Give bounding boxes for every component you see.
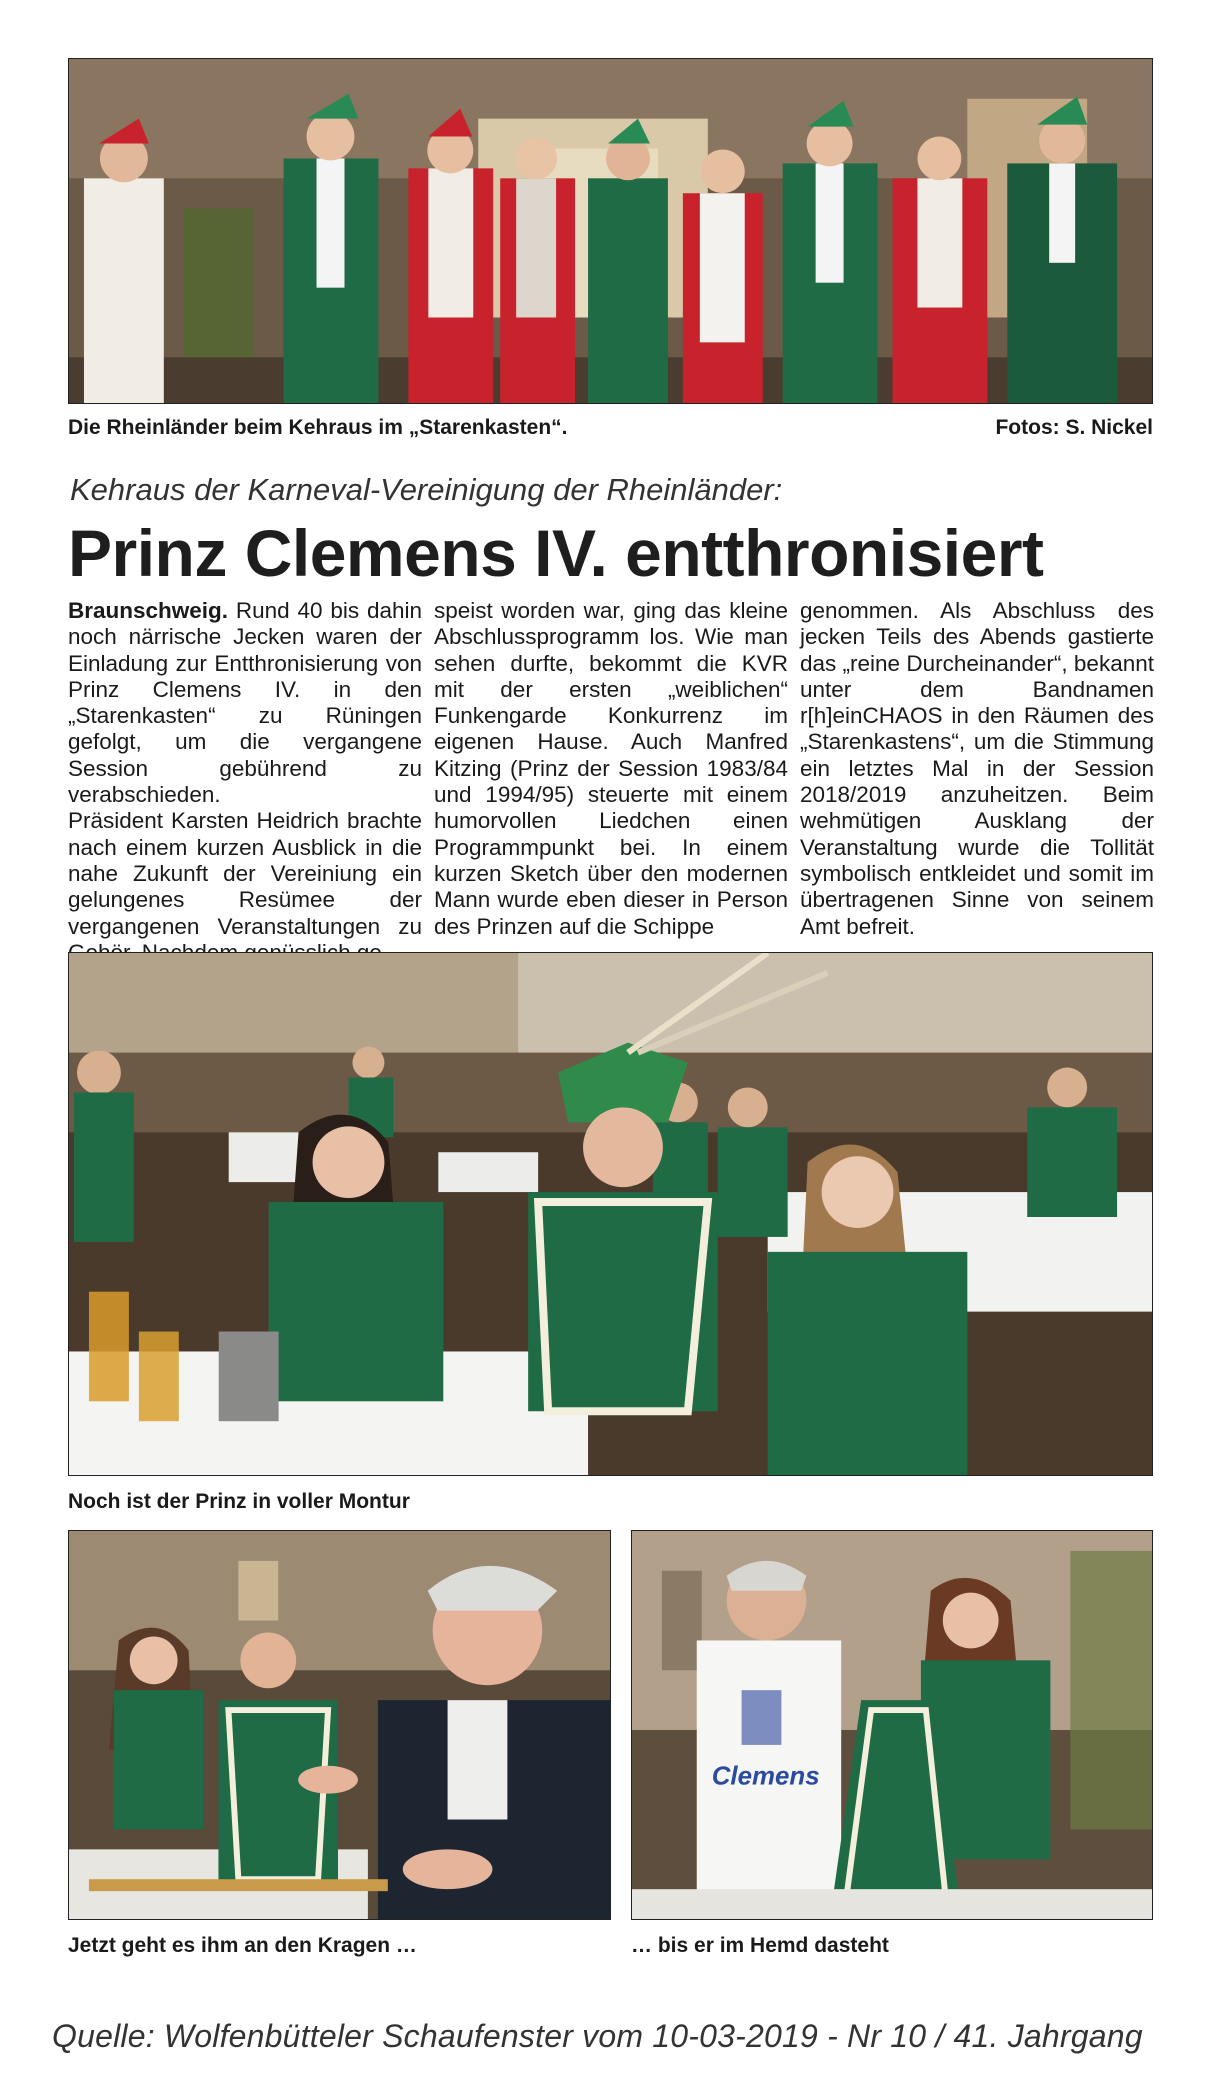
source-line: Quelle: Wolfenbütteler Schaufenster vom 10-03-2019 - Nr 10 / 41. Jahrgang: [52, 2018, 1143, 2054]
bottom-right-caption: … bis er im Hemd dasteht: [631, 1934, 889, 1957]
article-headline: Prinz Clemens IV. entthronisiert: [68, 516, 1044, 590]
shirt-print-text: Clemens: [711, 1762, 820, 1791]
paragraph-2: Präsident Karsten Heidrich brachte nach einem kurzen Ausblick in die nahe Zukunft der Vereiniung ein gelungenes Resümee der vergangenen Veranstaltungen zu: [68, 808, 422, 939]
article-column-1: [68, 598, 422, 966]
article-column-3: [800, 598, 1154, 940]
group-photo-graphic: [69, 59, 1152, 403]
paragraph-3: speist worden war, ging das kleine Abschlussprogramm los. Wie man sehen durfte, bekommt die KVR mit der ersten „weiblichen“ Funkengarde Konkurrenz im eigenen Hause. Auch Manfred Kitzing (Prinz der Session 1983/84 und 1994/95) steuerte mit einem humorvollen Liedchen einen Programmpunkt bei. In einem kurzen Sketch über den modernen Mann wurde eben dieser in Person des Prinzen auf die Schippe: [434, 598, 788, 939]
photo-prince-at-table: [68, 952, 1153, 1476]
in-shirt-photo-graphic: [632, 1531, 1152, 1919]
bottom-left-caption: Jetzt geht es ihm an den Kragen …: [68, 1934, 417, 1957]
article-column-2: [434, 598, 788, 940]
paragraph-1: [68, 598, 422, 808]
paragraph-4: genommen. Als Abschluss des jecken Teils des Abends gastierte das „reine Durcheinander“, bekannt unter dem Bandnamen r[h]einCHAOS in den Räumen des „Starenkastens“, um die Stimmung ein letztes Mal in der Session 2018/2019 anzuheitzen. Beim wehmütigen Ausklang der Veranstaltung wurde die Tollität symbolisch entkleidet und somit im übertragenen Sinne von seinem Amt befreit.: [800, 598, 1154, 939]
middle-photo-caption: Noch ist der Prinz in voller Montur: [68, 1490, 410, 1513]
dateline: Braunschweig.: [68, 598, 229, 623]
photo-undressing: [68, 1530, 611, 1920]
paragraph-1-text: Rund 40 bis dahin noch närrische Jecken waren der Einladung zur Entthronisierung von Prinz Clemens IV. in den „Starenkasten“ zu Rüningen gefolgt, um die vergangene Session gebührend zu verabschieden.: [68, 598, 422, 808]
photo-group-on-stage: [68, 58, 1153, 404]
prince-photo-graphic: [69, 953, 1152, 1475]
article-kicker: Kehraus der Karneval-Vereinigung der Rheinländer:: [70, 472, 783, 507]
photo-in-shirt: [631, 1530, 1153, 1920]
top-photo-caption: Die Rheinländer beim Kehraus im „Starenkasten“.: [68, 416, 568, 439]
undressing-photo-graphic: [69, 1531, 610, 1919]
photo-credit: Fotos: S. Nickel: [995, 416, 1153, 439]
